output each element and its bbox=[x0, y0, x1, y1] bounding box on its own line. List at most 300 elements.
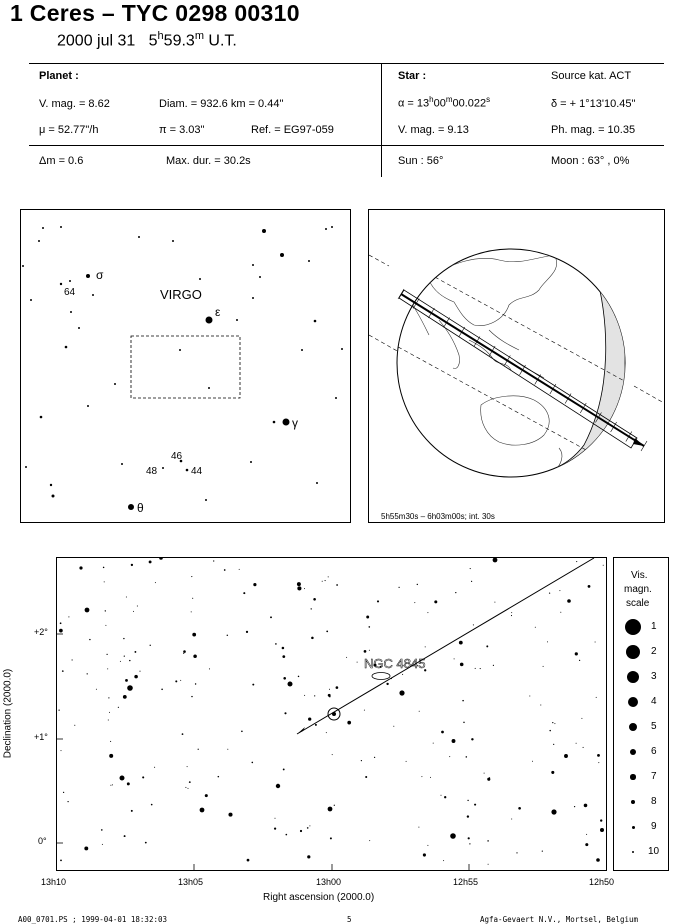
chart-star bbox=[309, 825, 310, 826]
ra-seconds: 00.022 bbox=[452, 97, 487, 110]
ytick-label-2: +2° bbox=[34, 627, 48, 637]
chart-star bbox=[282, 647, 285, 650]
chart-star bbox=[189, 781, 191, 783]
moon-elongation: Moon : 63° , 0% bbox=[551, 155, 630, 167]
chart-star bbox=[142, 776, 144, 778]
finder-star bbox=[205, 499, 207, 501]
chart-star bbox=[417, 584, 418, 585]
chart-star bbox=[493, 665, 494, 666]
chart-star bbox=[471, 738, 473, 740]
chart-star bbox=[104, 581, 105, 582]
star-label-epsilon: ε bbox=[215, 305, 221, 319]
chart-star bbox=[386, 683, 388, 685]
scale-title-magn: magn. bbox=[624, 584, 652, 595]
xtick-label-1300: 13h00 bbox=[316, 877, 342, 887]
finder-star bbox=[186, 469, 189, 472]
star-chart-canvas bbox=[57, 558, 606, 870]
chart-star bbox=[252, 762, 254, 764]
chart-star bbox=[559, 590, 560, 591]
star-label-theta: θ bbox=[137, 501, 144, 515]
chart-star bbox=[224, 569, 226, 571]
chart-star bbox=[469, 843, 470, 844]
event-time-minutes: 59.3 bbox=[163, 32, 195, 50]
chart-star bbox=[336, 584, 338, 586]
planet-label: Planet : bbox=[39, 70, 79, 82]
chart-star bbox=[393, 726, 394, 727]
chart-star bbox=[228, 813, 232, 817]
globe-caption: 5h55m30s – 6h03m00s; int. 30s bbox=[381, 512, 495, 521]
finder-star bbox=[314, 320, 317, 323]
chart-star bbox=[328, 576, 329, 577]
chart-star bbox=[108, 697, 109, 698]
chart-star bbox=[470, 568, 471, 569]
chart-star bbox=[297, 586, 301, 590]
finder-star bbox=[86, 274, 90, 278]
chart-star bbox=[336, 686, 339, 689]
globe-canvas bbox=[369, 210, 664, 522]
planet-parallax: π = 3.03" bbox=[159, 124, 205, 136]
north-limit-line-ext bbox=[369, 255, 389, 266]
chart-star bbox=[275, 643, 277, 645]
chart-star bbox=[540, 704, 541, 705]
finder-star bbox=[179, 349, 181, 351]
chart-star bbox=[547, 641, 548, 642]
scale-level-label: 1 bbox=[651, 621, 657, 632]
star-chart bbox=[56, 557, 607, 871]
chart-star bbox=[159, 558, 163, 560]
finder-star bbox=[38, 240, 40, 242]
constellation-name: VIRGO bbox=[160, 287, 202, 302]
xtick-label-1255: 12h55 bbox=[453, 877, 479, 887]
finder-star bbox=[301, 349, 303, 351]
scale-dot bbox=[625, 619, 641, 635]
chart-star bbox=[286, 834, 288, 836]
chart-star bbox=[103, 567, 105, 569]
chart-star bbox=[584, 804, 588, 808]
chart-star bbox=[304, 695, 305, 696]
finder-star bbox=[308, 260, 310, 262]
finder-star bbox=[208, 387, 210, 389]
chart-star bbox=[328, 807, 333, 812]
delta-magnitude: Δm = 0.6 bbox=[39, 155, 84, 167]
minutes-unit: m bbox=[194, 30, 204, 42]
finder-star bbox=[92, 294, 94, 296]
chart-star bbox=[459, 641, 463, 645]
chart-star bbox=[300, 830, 302, 832]
finder-chart-canvas bbox=[21, 210, 350, 522]
finder-star-gamma bbox=[283, 419, 290, 426]
chart-star bbox=[332, 754, 333, 755]
planet-diameter: Diam. = 932.6 km = 0.44" bbox=[159, 98, 284, 110]
chart-star bbox=[87, 673, 88, 674]
chart-star bbox=[443, 860, 444, 861]
chart-star bbox=[283, 677, 286, 680]
finder-star bbox=[162, 467, 164, 469]
chart-star bbox=[374, 757, 375, 758]
chart-star bbox=[449, 756, 450, 757]
ra-hours-unit: h bbox=[429, 95, 434, 104]
chart-star bbox=[246, 631, 248, 633]
ytick-label-0: 0° bbox=[38, 836, 47, 846]
chart-star bbox=[191, 696, 192, 697]
chart-star bbox=[239, 569, 240, 570]
chart-star bbox=[600, 819, 602, 821]
chart-star bbox=[574, 806, 575, 807]
chart-star bbox=[298, 676, 300, 678]
ytick-label-1: +1° bbox=[34, 732, 48, 742]
chart-star bbox=[402, 674, 403, 675]
chart-star bbox=[579, 660, 580, 661]
chart-star bbox=[567, 599, 571, 603]
chart-star bbox=[63, 792, 64, 793]
chart-star bbox=[430, 777, 431, 778]
star-label-sigma: σ bbox=[96, 268, 104, 282]
star-declination: δ = + 1°13'10.45" bbox=[551, 98, 636, 110]
finder-star bbox=[42, 227, 44, 229]
chart-star bbox=[329, 689, 330, 690]
chart-star bbox=[423, 853, 426, 856]
footer-company: Agfa-Gevaert N.V., Mortsel, Belgium bbox=[480, 915, 639, 924]
chart-star bbox=[427, 612, 428, 613]
chart-star bbox=[110, 741, 111, 742]
chart-star bbox=[596, 858, 600, 862]
chart-star bbox=[120, 776, 125, 781]
chart-star bbox=[551, 809, 556, 814]
south-limit-line-ext bbox=[369, 335, 399, 352]
chart-star bbox=[288, 682, 293, 687]
ngc-label: NGC 4845 bbox=[364, 656, 426, 671]
chart-star bbox=[529, 696, 530, 697]
magnitude-scale bbox=[613, 557, 669, 871]
chart-star bbox=[516, 852, 517, 853]
chart-star bbox=[511, 612, 512, 613]
chart-star bbox=[543, 666, 544, 667]
asteroid-track bbox=[297, 558, 594, 734]
finder-star bbox=[114, 383, 116, 385]
chart-star bbox=[463, 722, 464, 723]
chart-star bbox=[494, 602, 495, 603]
chart-star bbox=[205, 794, 208, 797]
chart-star bbox=[175, 680, 177, 682]
chart-star bbox=[105, 625, 106, 626]
event-date: 2000 jul 31 bbox=[57, 32, 136, 50]
star-source-catalog: Source kat. ACT bbox=[551, 70, 632, 82]
finder-star bbox=[40, 416, 43, 419]
chart-star bbox=[585, 843, 588, 846]
chart-star bbox=[455, 592, 456, 593]
scale-title-vis: Vis. bbox=[631, 570, 648, 581]
chart-star bbox=[322, 581, 323, 582]
chart-star bbox=[209, 668, 210, 669]
chart-star bbox=[542, 851, 543, 852]
scale-dot bbox=[626, 645, 640, 659]
chart-stars bbox=[58, 558, 604, 865]
chart-star bbox=[427, 845, 428, 846]
star-right-ascension bbox=[398, 95, 490, 110]
chart-star bbox=[511, 615, 512, 616]
chart-star bbox=[307, 855, 310, 858]
chart-star bbox=[151, 804, 153, 806]
chart-star bbox=[187, 766, 188, 767]
scale-dot bbox=[627, 671, 639, 683]
chart-star bbox=[283, 768, 285, 770]
chart-star bbox=[180, 680, 181, 681]
finder-star bbox=[335, 397, 337, 399]
max-duration: Max. dur. = 30.2s bbox=[166, 155, 251, 167]
finder-star bbox=[252, 297, 254, 299]
xtick-label-1250: 12h50 bbox=[589, 877, 615, 887]
chart-star bbox=[183, 650, 186, 653]
footer-file-info: A00_0701.PS ; 1999-04-01 18:32:03 bbox=[18, 915, 168, 924]
time-tick bbox=[398, 289, 404, 299]
chart-star bbox=[486, 645, 488, 647]
chart-star bbox=[311, 637, 314, 640]
header-top-rule bbox=[29, 63, 664, 64]
chart-star bbox=[603, 565, 604, 566]
ra-hours: α = 13 bbox=[398, 97, 430, 110]
chart-star bbox=[452, 739, 456, 743]
finder-star bbox=[236, 319, 238, 321]
chart-star bbox=[308, 717, 311, 720]
chart-star bbox=[145, 842, 147, 844]
finder-star bbox=[121, 463, 123, 465]
chart-star bbox=[329, 696, 331, 698]
chart-star bbox=[74, 725, 75, 726]
star-label-46: 46 bbox=[171, 451, 183, 462]
scale-level-label: 8 bbox=[651, 796, 657, 807]
chart-star bbox=[61, 750, 62, 751]
finder-star bbox=[138, 236, 140, 238]
chart-star bbox=[334, 805, 335, 806]
chart-star bbox=[551, 771, 554, 774]
chart-star bbox=[462, 700, 464, 702]
chart-star bbox=[195, 683, 196, 684]
chart-star bbox=[560, 612, 561, 613]
event-datetime bbox=[57, 30, 237, 50]
chart-star bbox=[126, 596, 127, 597]
chart-star bbox=[68, 616, 69, 617]
chart-star bbox=[471, 581, 472, 582]
chart-star bbox=[154, 767, 155, 768]
chart-star bbox=[227, 635, 228, 636]
chart-star bbox=[468, 837, 470, 839]
chart-star bbox=[346, 657, 347, 658]
chart-star bbox=[102, 844, 103, 845]
chart-star bbox=[583, 747, 584, 748]
path-arrow bbox=[633, 438, 644, 446]
chart-star bbox=[191, 611, 192, 612]
chart-star bbox=[133, 611, 134, 612]
chart-star bbox=[276, 784, 280, 788]
chart-star bbox=[185, 787, 186, 788]
chart-star bbox=[67, 801, 68, 802]
chart-star bbox=[241, 731, 243, 733]
chart-star bbox=[139, 671, 140, 672]
chart-star bbox=[150, 645, 151, 646]
chart-star bbox=[105, 610, 106, 611]
chart-star bbox=[576, 743, 577, 744]
sun-elongation: Sun : 56° bbox=[398, 155, 444, 167]
finder-star bbox=[273, 421, 276, 424]
time-scale: U.T. bbox=[203, 32, 237, 50]
chart-star bbox=[326, 631, 328, 633]
scale-level-label: 5 bbox=[651, 721, 657, 732]
chart-star bbox=[596, 697, 597, 698]
north-limit-line-ext bbox=[634, 386, 664, 403]
planet-motion: μ = 52.77"/h bbox=[39, 124, 99, 136]
chart-star bbox=[252, 684, 254, 686]
chart-star bbox=[193, 655, 197, 659]
chart-star bbox=[325, 580, 326, 581]
star-label-44: 44 bbox=[191, 466, 203, 477]
chart-star bbox=[330, 837, 332, 839]
chart-star bbox=[425, 646, 426, 647]
chart-star bbox=[552, 722, 553, 723]
ra-seconds-unit: s bbox=[486, 95, 491, 104]
y-axis-label: Declination (2000.0) bbox=[2, 668, 14, 759]
chart-star bbox=[368, 626, 370, 628]
chart-star bbox=[484, 773, 485, 774]
chart-star bbox=[357, 662, 358, 663]
chart-star bbox=[134, 651, 136, 653]
chart-star bbox=[218, 776, 220, 778]
chart-star bbox=[421, 776, 422, 777]
target-star bbox=[332, 712, 336, 716]
chart-star bbox=[414, 602, 415, 603]
chart-star bbox=[475, 668, 476, 669]
star-label-48: 48 bbox=[146, 466, 158, 477]
chart-star bbox=[198, 749, 199, 750]
chart-star bbox=[535, 627, 536, 628]
header-divider bbox=[381, 63, 382, 177]
chart-star bbox=[418, 827, 419, 828]
finder-star bbox=[316, 482, 318, 484]
chart-star bbox=[467, 815, 469, 817]
x-axis-label: Right ascension (2000.0) bbox=[263, 892, 375, 903]
chart-star bbox=[564, 754, 568, 758]
chart-star bbox=[274, 827, 276, 829]
chart-star bbox=[311, 608, 312, 609]
chart-star bbox=[107, 668, 108, 669]
chart-star bbox=[297, 582, 301, 586]
chart-star bbox=[124, 835, 126, 837]
chart-star bbox=[480, 668, 481, 669]
chart-star bbox=[444, 796, 446, 798]
chart-star bbox=[149, 560, 152, 563]
ra-minutes-unit: m bbox=[445, 95, 453, 104]
chart-star bbox=[123, 638, 124, 639]
finder-star bbox=[22, 265, 24, 267]
globe-panel bbox=[368, 209, 665, 523]
xtick-label-1305: 13h05 bbox=[178, 877, 204, 887]
chart-star bbox=[108, 719, 109, 720]
chart-star bbox=[96, 689, 97, 690]
footer-page-number: 5 bbox=[347, 915, 352, 924]
finder-star bbox=[78, 327, 80, 329]
chart-star bbox=[247, 859, 250, 862]
hours-unit: h bbox=[157, 30, 164, 42]
chart-star bbox=[575, 652, 578, 655]
chart-star bbox=[576, 561, 577, 562]
chart-star bbox=[487, 778, 490, 781]
chart-star bbox=[131, 564, 133, 566]
chart-star bbox=[59, 629, 63, 633]
chart-star bbox=[493, 558, 498, 562]
star-label: Star : bbox=[398, 70, 427, 82]
header-mid-rule bbox=[29, 145, 664, 146]
chart-star bbox=[398, 587, 399, 588]
chart-star bbox=[315, 724, 317, 726]
finder-star bbox=[252, 264, 254, 266]
chart-star bbox=[441, 795, 442, 796]
chart-star bbox=[364, 710, 365, 711]
chart-star bbox=[473, 624, 474, 625]
chart-star bbox=[307, 827, 309, 829]
scale-title-scale: scale bbox=[626, 598, 650, 609]
chart-star bbox=[131, 810, 133, 812]
chart-star bbox=[598, 762, 599, 763]
chart-star bbox=[129, 660, 130, 661]
galaxy-ngc4845 bbox=[372, 673, 390, 680]
planet-reference: Ref. = EG97-059 bbox=[251, 124, 334, 136]
scale-dot bbox=[632, 851, 634, 853]
chart-star bbox=[554, 723, 555, 724]
chart-star bbox=[399, 690, 404, 695]
chart-star bbox=[253, 583, 256, 586]
chart-star bbox=[326, 732, 327, 733]
chart-star bbox=[58, 709, 59, 710]
chart-star bbox=[597, 754, 600, 757]
chart-star bbox=[79, 566, 82, 569]
finder-star bbox=[262, 229, 266, 233]
time-tick bbox=[641, 441, 647, 451]
finder-star bbox=[30, 299, 32, 301]
chart-star bbox=[191, 576, 192, 577]
chart-star bbox=[460, 663, 464, 667]
chart-field-box bbox=[131, 336, 240, 398]
chart-star bbox=[474, 804, 476, 806]
chart-star bbox=[155, 582, 156, 583]
finder-star bbox=[52, 495, 55, 498]
chart-star bbox=[123, 695, 127, 699]
finder-star bbox=[199, 278, 201, 280]
chart-star bbox=[365, 776, 367, 778]
scale-level-label: 7 bbox=[651, 771, 657, 782]
finder-star bbox=[280, 253, 284, 257]
star-label-64: 64 bbox=[64, 287, 76, 298]
chart-star bbox=[466, 756, 468, 758]
chart-star bbox=[347, 721, 351, 725]
chart-star bbox=[60, 860, 62, 862]
finder-chart bbox=[20, 209, 351, 523]
finder-star bbox=[250, 461, 252, 463]
chart-star bbox=[284, 712, 286, 714]
chart-star bbox=[433, 743, 434, 744]
chart-star bbox=[192, 633, 196, 637]
chart-star bbox=[109, 712, 110, 713]
chart-star bbox=[434, 600, 437, 603]
chart-star bbox=[487, 840, 489, 842]
finder-star bbox=[87, 405, 89, 407]
chart-star bbox=[406, 761, 407, 762]
finder-star bbox=[259, 276, 261, 278]
chart-star bbox=[192, 598, 193, 599]
chart-star bbox=[369, 840, 370, 841]
chart-star bbox=[595, 642, 596, 643]
chart-star bbox=[72, 659, 73, 660]
chart-star bbox=[124, 655, 125, 656]
chart-star bbox=[62, 670, 64, 672]
